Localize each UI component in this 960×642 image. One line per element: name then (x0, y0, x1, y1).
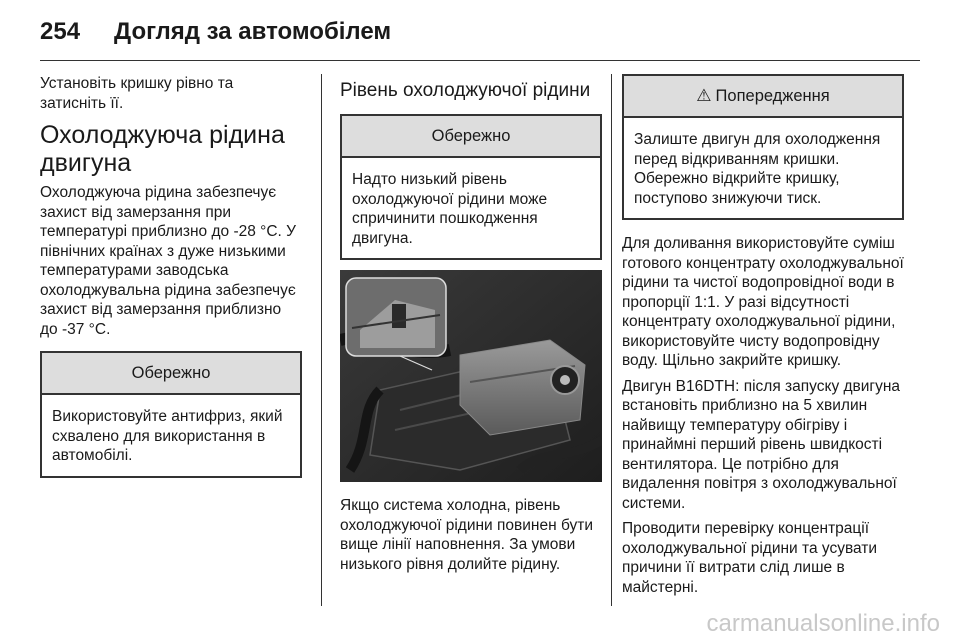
coolant-level-text: Якщо система холодна, рівень охолоджуючої рідини повинен бути вище лінії наповнення. За умови низького рівня долийте рідину. (340, 497, 594, 573)
caution-text: Використовуйте антифриз, який схвалено для використання в автомобілі. (52, 408, 283, 464)
column-divider-2 (611, 74, 612, 606)
warning-header (624, 76, 902, 118)
warning-triangle-icon: ⚠ (696, 86, 712, 105)
warning-box (622, 74, 904, 220)
section-text: Охолоджуюча рідина забезпечує захист від замерзання при температурі приблизно до -28 °C. У північних країнах з дуже низькими температурами заводська охолоджувальна рідина забезпечує захист від замерзання приблизно до -37 °C. (40, 184, 297, 338)
column-divider-1 (321, 74, 322, 606)
watermark: carmanualsonline.info (706, 610, 940, 637)
column-3 (622, 74, 904, 603)
section-title: Охолоджуюча рідина двигуна (40, 121, 285, 177)
column-1 (40, 74, 302, 486)
caution-title: Обережно (342, 116, 600, 158)
page-title: Догляд за автомобілем (114, 18, 392, 45)
page-header (40, 12, 391, 52)
caution-box-antifreeze (40, 351, 302, 478)
paragraph: Двигун B16DTH: після запуску двигуна встановіть приблизно на 5 хвилин найвищу температуру обігріву і принаймні перший рівень швидкості вентилятора. Це потрібно для видалення повітря з охолоджувальної системи. (622, 377, 901, 512)
warning-title: Попередження (715, 87, 830, 105)
warning-text: Залиште двигун для охолодження перед відкриванням кришки. Обережно відкрийте кришку, поступово знижуючи тиск. (634, 131, 881, 207)
caution-title: Обережно (42, 353, 300, 395)
page-number: 254 (40, 18, 81, 45)
engine-bay-photo (340, 270, 602, 482)
column-2 (340, 74, 602, 580)
caution-box-level (340, 114, 602, 260)
intro-text: Установіть кришку рівно та затисніть її. (40, 75, 234, 112)
paragraph: Для доливання використовуйте суміш готового концентрату охолоджувальної рідини та чистої водопровідної води в пропорції 1:1. У разі відсутності концентрату охолоджувальної рідини, використовуйте чисту водопровідну воду. Щільно закрийте кришку. (622, 235, 904, 369)
header-divider (40, 60, 920, 61)
paragraph: Проводити перевірку концентрації охолоджувальної рідини та усувати причини її витрати слід лише в майстерні. (622, 520, 878, 596)
caution-text: Надто низький рівень охолоджуючої рідини може спричинити пошкодження двигуна. (352, 171, 548, 247)
coolant-level-heading: Рівень охолоджуючої рідини (340, 80, 591, 101)
